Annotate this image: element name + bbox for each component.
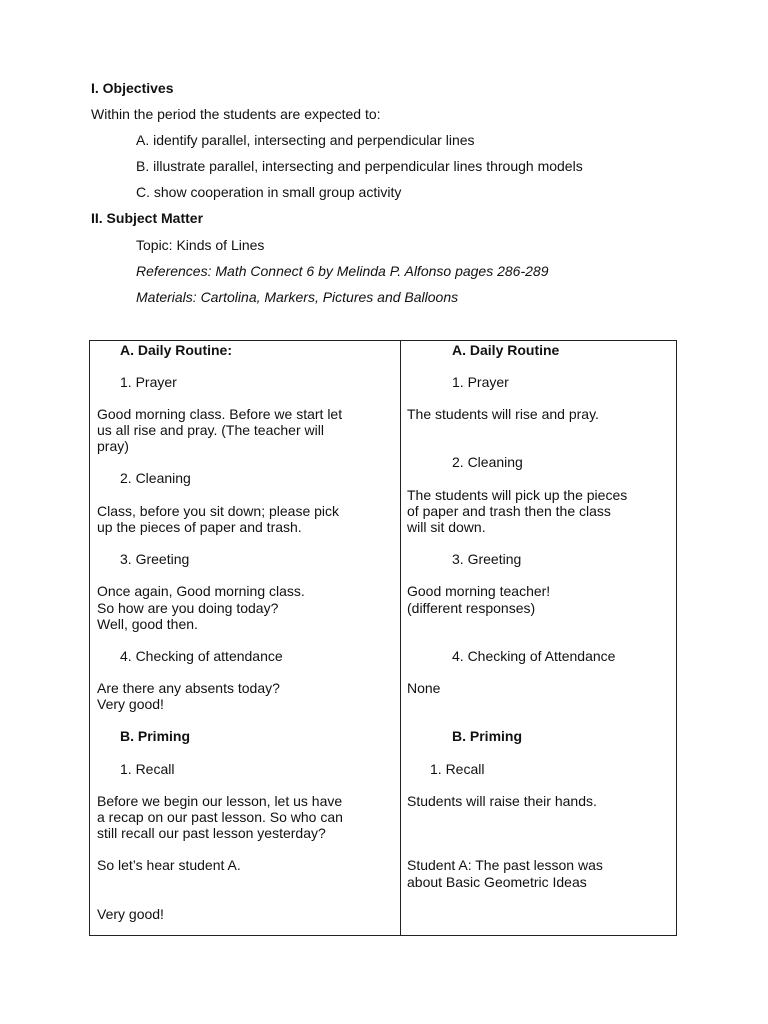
- teacher-recall-text: still recall our past lesson yesterday?: [97, 825, 326, 841]
- objective-item: A. identify parallel, intersecting and perpendicular lines: [136, 132, 475, 148]
- teacher-prayer-text: us all rise and pray. (The teacher will: [97, 422, 324, 438]
- students-priming-heading: B. Priming: [452, 728, 523, 744]
- teacher-cleaning-heading: 2. Cleaning: [120, 470, 191, 486]
- objectives-intro: Within the period the students are expected to:: [91, 106, 381, 122]
- teacher-prayer-text: pray): [97, 438, 129, 454]
- students-cleaning-text: will sit down.: [407, 519, 486, 535]
- students-greeting-text: (different responses): [407, 600, 536, 616]
- teacher-recall-text: Before we begin our lesson, let us have: [97, 793, 343, 809]
- procedure-table: [89, 340, 677, 936]
- students-attendance-heading: 4. Checking of Attendance: [452, 648, 616, 664]
- teacher-greeting-heading: 3. Greeting: [120, 551, 190, 567]
- teacher-attendance-heading: 4. Checking of attendance: [120, 648, 283, 664]
- materials-line: Materials: Cartolina, Markers, Pictures and Balloons: [136, 289, 459, 305]
- topic-line: Topic: Kinds of Lines: [136, 237, 265, 253]
- teacher-priming-heading: B. Priming: [120, 728, 191, 744]
- students-cleaning-heading: 2. Cleaning: [452, 454, 523, 470]
- students-cleaning-text: of paper and trash then the class: [407, 503, 611, 519]
- teacher-greeting-text: Once again, Good morning class.: [97, 583, 305, 599]
- teacher-cleaning-text: Class, before you sit down; please pick: [97, 503, 340, 519]
- references-line: References: Math Connect 6 by Melinda P. Alfonso pages 286-289: [136, 263, 549, 279]
- teacher-attendance-text: Very good!: [97, 696, 164, 712]
- students-cleaning-text: The students will pick up the pieces: [407, 487, 628, 503]
- teacher-recall-heading: 1. Recall: [120, 761, 175, 777]
- students-attendance-text: None: [407, 680, 441, 696]
- subject-matter-heading: II. Subject Matter: [91, 210, 204, 226]
- students-prayer-heading: 1. Prayer: [452, 374, 509, 390]
- teacher-attendance-text: Are there any absents today?: [97, 680, 280, 696]
- teacher-cleaning-text: up the pieces of paper and trash.: [97, 519, 302, 535]
- students-greeting-heading: 3. Greeting: [452, 551, 522, 567]
- teacher-hear-student: So let’s hear student A.: [97, 857, 241, 873]
- teacher-very-good: Very good!: [97, 906, 164, 922]
- column-divider: [400, 341, 401, 935]
- students-prayer-text: The students will rise and pray.: [407, 406, 599, 422]
- students-recall-text: Students will raise their hands.: [407, 793, 597, 809]
- teacher-greeting-text: So how are you doing today?: [97, 600, 279, 616]
- teacher-prayer-heading: 1. Prayer: [120, 374, 177, 390]
- objective-item: B. illustrate parallel, intersecting and perpendicular lines through models: [136, 158, 583, 174]
- teacher-daily-routine-heading: A. Daily Routine:: [120, 342, 233, 358]
- students-greeting-text: Good morning teacher!: [407, 583, 551, 599]
- teacher-prayer-text: Good morning class. Before we start let: [97, 406, 343, 422]
- objective-item: C. show cooperation in small group activity: [136, 184, 402, 200]
- teacher-recall-text: a recap on our past lesson. So who can: [97, 809, 343, 825]
- students-daily-routine-heading: A. Daily Routine: [452, 342, 560, 358]
- students-student-a-text: Student A: The past lesson was: [407, 857, 603, 873]
- students-student-a-text: about Basic Geometric Ideas: [407, 874, 587, 890]
- teacher-greeting-text: Well, good then.: [97, 616, 198, 632]
- students-recall-heading: 1. Recall: [430, 761, 485, 777]
- objectives-heading: I. Objectives: [91, 80, 174, 96]
